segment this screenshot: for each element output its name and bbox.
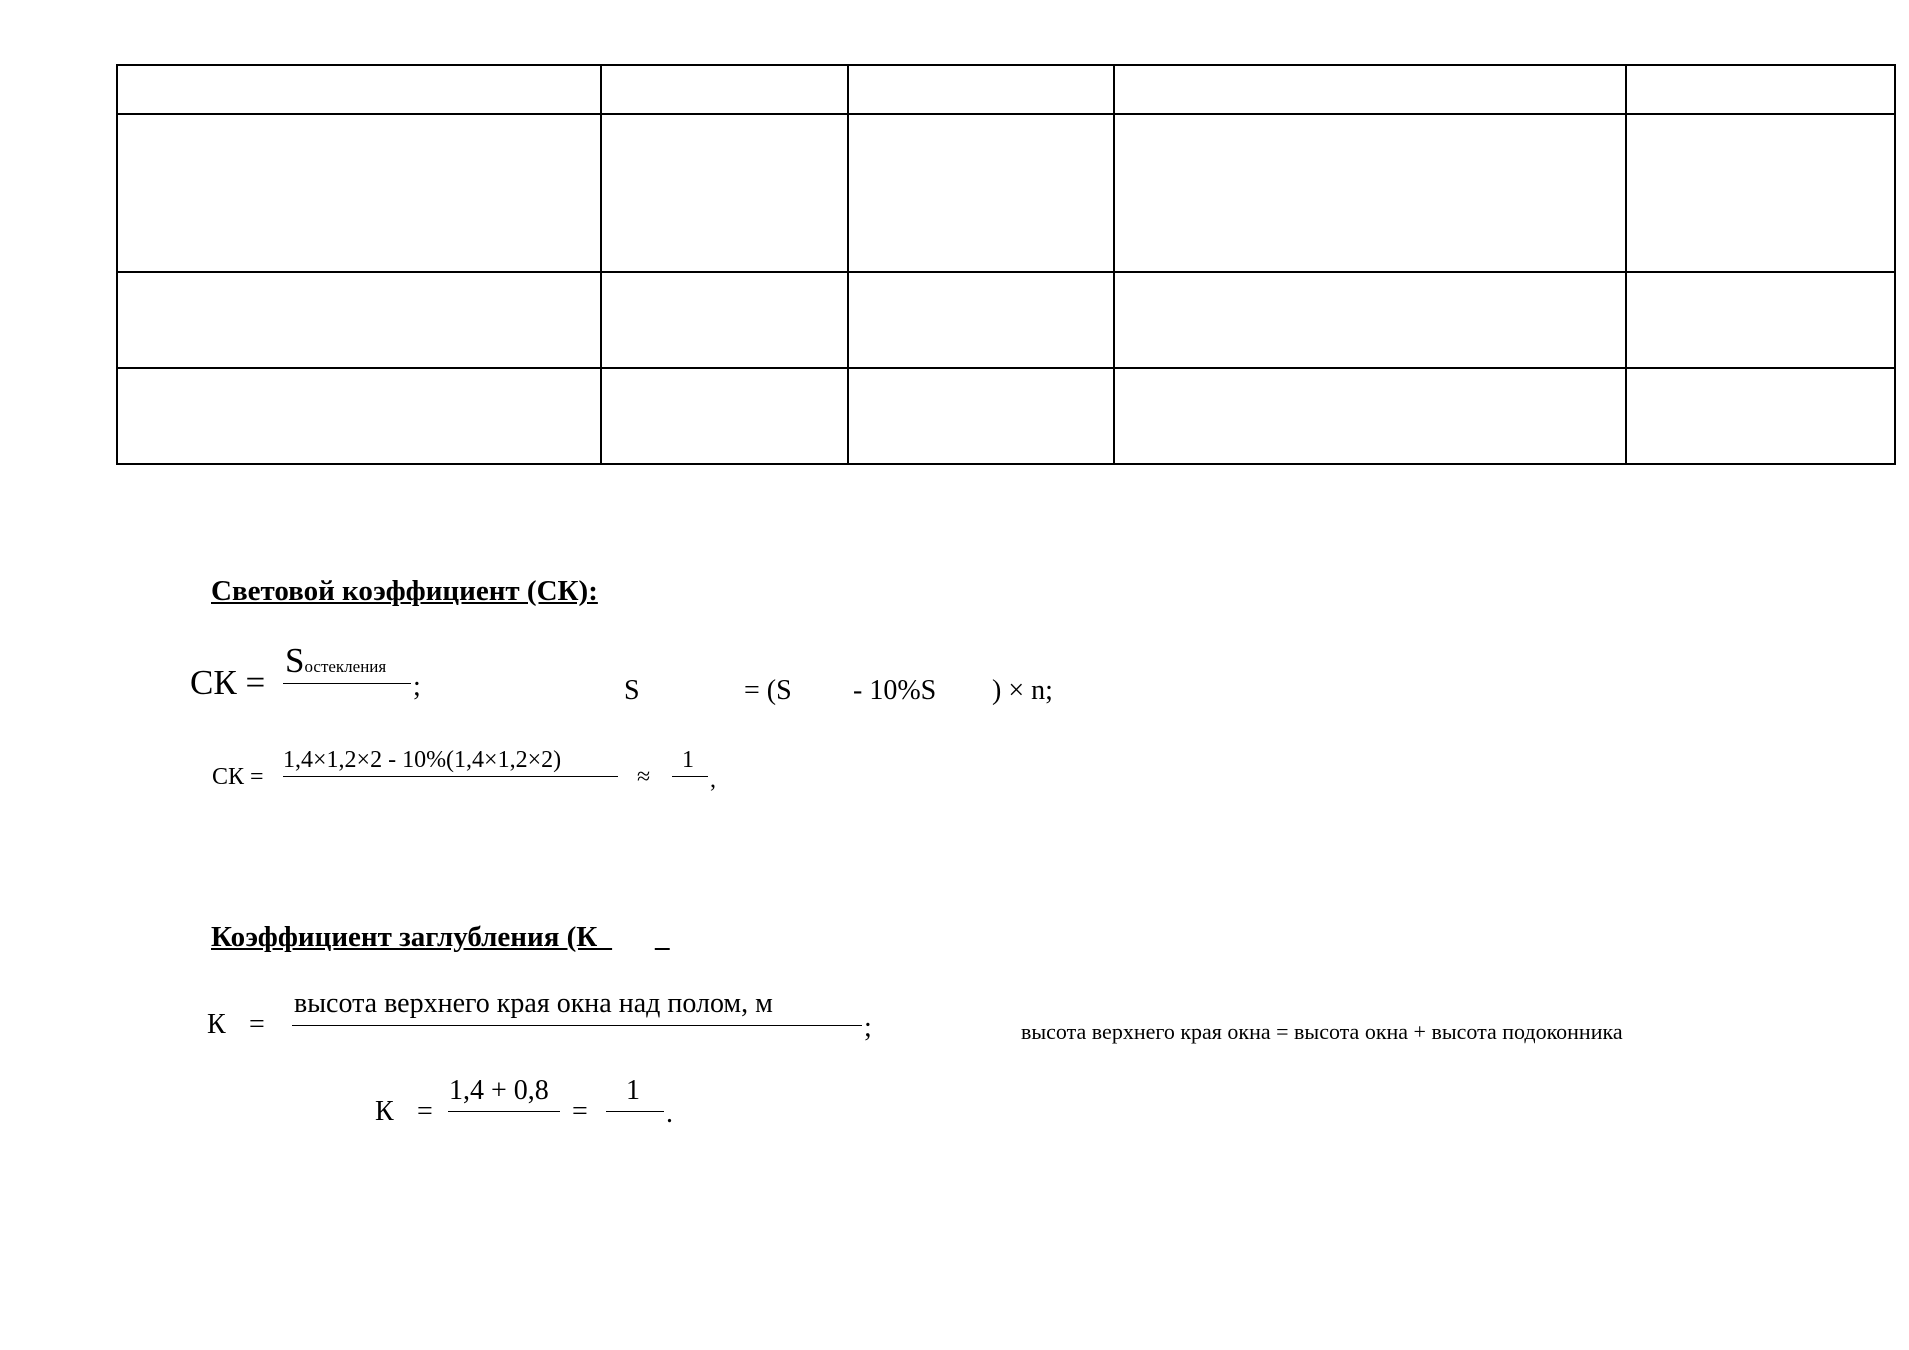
- table-cell: [117, 368, 601, 464]
- table-row: [117, 65, 1895, 114]
- k-formula-numerator: высота верхнего края окна над полом, м: [294, 988, 773, 1019]
- empty-table: [116, 64, 1896, 465]
- table-row: [117, 368, 1895, 464]
- ck-calc-numerator: 1,4×1,2×2 - 10%(1,4×1,2×2): [283, 747, 562, 773]
- s-formula-s: S: [624, 675, 640, 706]
- depth-heading-tail: _: [655, 921, 670, 953]
- table-row: [117, 114, 1895, 272]
- table-cell: [601, 368, 848, 464]
- k-calc-result-bar: [606, 1111, 664, 1112]
- numerator-s: S: [285, 641, 305, 680]
- table-cell: [1626, 272, 1895, 368]
- table-cell: [601, 114, 848, 272]
- k-formula-equals: =: [249, 1009, 265, 1040]
- table-cell: [1626, 114, 1895, 272]
- k-calc-equals: =: [417, 1096, 433, 1127]
- ck-fraction-bar: [283, 683, 411, 684]
- window-height-note: высота верхнего края окна = высота окна + высота подоконника: [1021, 1019, 1623, 1044]
- ck-calc-result-num: 1: [682, 747, 694, 773]
- k-calc-lhs: К: [375, 1096, 394, 1127]
- k-formula-lhs: К: [207, 1009, 226, 1040]
- numerator-subscript: остекления: [304, 657, 387, 676]
- table-cell: [117, 65, 601, 114]
- table-cell: [601, 272, 848, 368]
- table-cell: [848, 114, 1114, 272]
- light-coefficient-heading: Световой коэффициент (СК):: [211, 575, 598, 607]
- s-formula-minus: - 10%S: [853, 675, 937, 706]
- k-calc-result-num: 1: [626, 1075, 640, 1106]
- ck-calc-approx: ≈: [637, 764, 651, 790]
- k-calc-numerator: 1,4 + 0,8: [449, 1075, 549, 1106]
- table-cell: [1626, 368, 1895, 464]
- table-row: [117, 272, 1895, 368]
- table-cell: [848, 272, 1114, 368]
- table-cell: [1114, 65, 1626, 114]
- depth-coefficient-heading: Коэффициент заглубления (К_: [211, 921, 612, 953]
- ck-calc-fraction-bar: [283, 776, 618, 777]
- ck-formula-lhs: СК =: [190, 663, 266, 702]
- table-cell: [1626, 65, 1895, 114]
- k-calc-period: .: [666, 1098, 673, 1129]
- s-formula-rest: = (S: [744, 675, 792, 706]
- s-formula-tail: ) × n;: [992, 675, 1053, 706]
- k-fraction-bar: [292, 1025, 862, 1026]
- k-calc-fraction-bar: [448, 1111, 560, 1112]
- table-cell: [1114, 114, 1626, 272]
- table-cell: [117, 114, 601, 272]
- ck-formula-semicolon: ;: [413, 671, 421, 702]
- k-calc-equals-2: =: [572, 1096, 588, 1127]
- ck-calc-lhs: СК =: [212, 764, 264, 790]
- table-cell: [1114, 368, 1626, 464]
- ck-calc-comma: ,: [710, 767, 716, 793]
- table-cell: [601, 65, 848, 114]
- ck-formula-numerator: [285, 643, 386, 678]
- table-cell: [848, 368, 1114, 464]
- k-formula-semicolon: ;: [864, 1012, 872, 1043]
- table-cell: [1114, 272, 1626, 368]
- table-cell: [117, 272, 601, 368]
- table-cell: [848, 65, 1114, 114]
- ck-calc-result-bar: [672, 776, 708, 777]
